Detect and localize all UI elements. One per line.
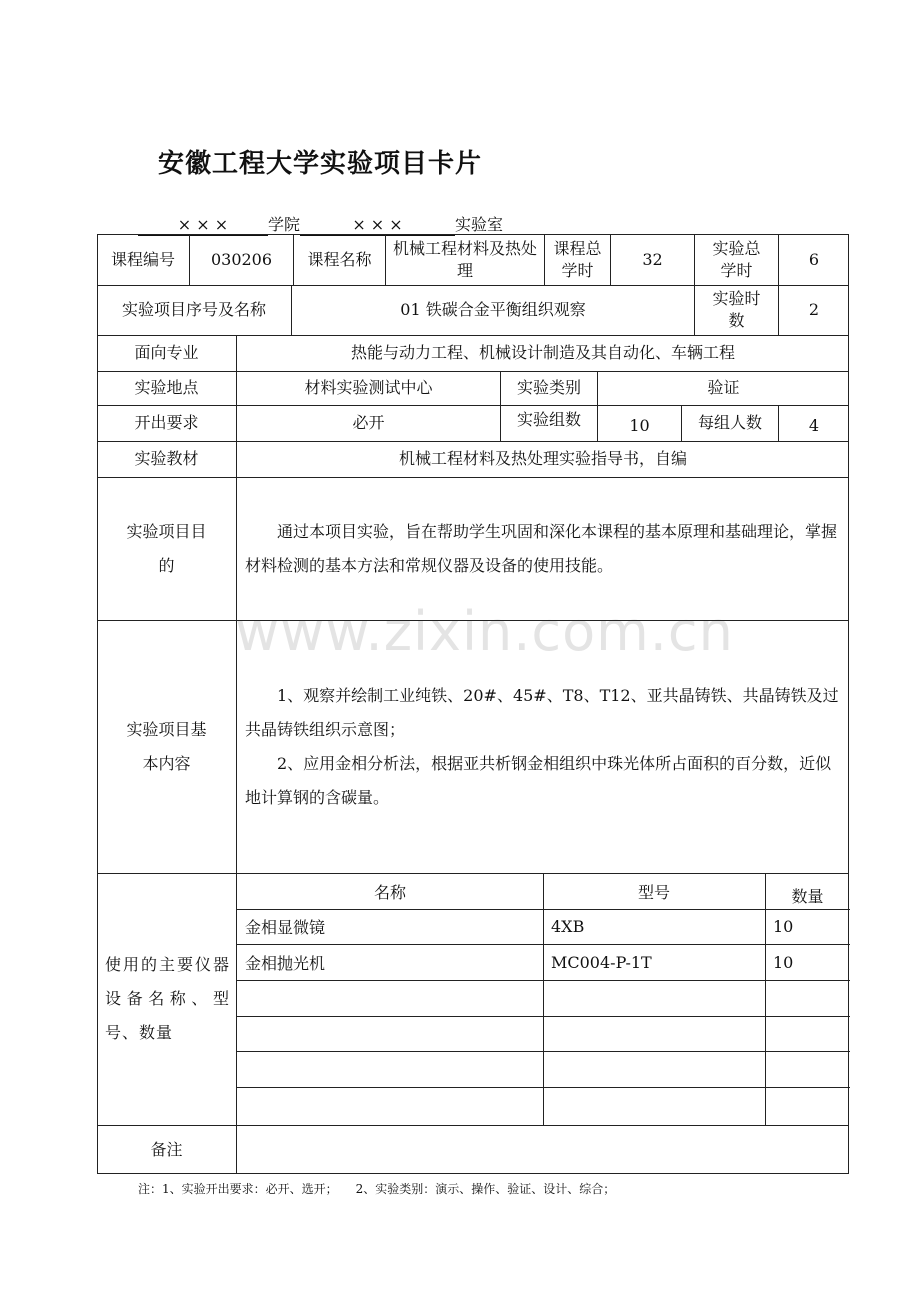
type-label: 实验类别: [500, 371, 597, 405]
textbook-value: 机械工程材料及热处理实验指导书，自编: [236, 441, 849, 477]
remarks-value: [236, 1125, 849, 1174]
equipment-header-name: 名称: [373, 882, 406, 902]
per-group-label: 每组人数: [681, 405, 778, 441]
purpose-text-cell: [236, 477, 849, 620]
equipment-row-2-model: MC004-P-1T: [551, 952, 652, 972]
content-row: [97, 620, 849, 873]
college-lab-line: [138, 212, 503, 236]
type-value: 验证: [597, 371, 849, 405]
groups-label: 实验组数: [500, 405, 597, 441]
course-code: 030206: [189, 234, 293, 285]
location-label: 实验地点: [134, 378, 199, 397]
project-hours: 2: [778, 285, 849, 335]
purpose-row: [97, 477, 849, 620]
watermark: www.zixin.com.cn: [235, 600, 734, 663]
content-item-2: 2、应用金相分析法，根据亚共析钢金相组织中珠光体所占面积的百分数，近似地计算钢的含碳量。: [245, 753, 832, 807]
remarks-label: 备注: [150, 1139, 183, 1159]
total-hours: 32: [610, 234, 694, 285]
textbook-label: 实验教材: [134, 449, 199, 468]
project-label: 实验项目序号及名称: [121, 300, 266, 319]
equipment-row-1-qty: 10: [773, 917, 794, 936]
total-hours-label: 课程总学时: [544, 234, 610, 285]
equipment-row-2-qty: 10: [773, 952, 794, 972]
equipment-row-1-name: 金相显微镜: [245, 918, 326, 937]
course-code-label: 课程编号: [110, 249, 175, 269]
equipment-header-qty: 数量: [791, 887, 824, 906]
exp-total-hours: 6: [778, 234, 849, 285]
project-row: [97, 285, 849, 335]
college-label: 学院: [268, 215, 301, 234]
equipment-table: [236, 873, 849, 1125]
equipment-row: [97, 873, 849, 1125]
textbook-row: [97, 441, 849, 477]
content-item-1: 1、观察并绘制工业纯铁、20#、45#、T8、T12、亚共晶铸铁、共晶铸铁及过共晶铸铁组织示意图；: [245, 685, 839, 739]
project-name: 01 铁碳合金平衡组织观察: [291, 285, 694, 335]
page-title: 安徽工程大学实验项目卡片: [158, 149, 483, 179]
exp-total-hours-label: 实验总学时: [694, 234, 778, 285]
footnote: 注：1、实验开出要求：必开、选开； 2、实验类别：演示、操作、验证、设计、综合；: [138, 1182, 616, 1196]
content-text-cell: [236, 620, 849, 873]
groups-value: 10: [597, 405, 681, 441]
purpose-label: 实验项目目的: [126, 521, 207, 575]
lab-label: 实验室: [455, 215, 504, 234]
project-hours-label: 实验时数: [694, 285, 778, 335]
equipment-header-model: 型号: [637, 882, 670, 902]
equipment-label: 使用的主要仪器设备名称、型号、数量: [105, 955, 230, 1042]
equipment-row-1-model: 4XB: [551, 917, 585, 936]
content-label: 实验项目基本内容: [126, 719, 207, 773]
equipment-row-2-name: 金相抛光机: [245, 953, 326, 973]
major-value: 热能与动力工程、机械设计制造及其自动化、车辆工程: [236, 335, 849, 371]
requirement-row: [97, 405, 849, 441]
major-row: [97, 335, 849, 371]
course-row: [97, 234, 849, 285]
requirement-value: 必开: [236, 405, 500, 441]
lab-value: × × ×: [300, 215, 455, 236]
location-value: 材料实验测试中心: [236, 371, 500, 405]
purpose-text: 通过本项目实验，旨在帮助学生巩固和深化本课程的基本原理和基础理论，掌握材料检测的基本方法和常规仪器及设备的使用技能。: [245, 521, 838, 575]
major-label: 面向专业: [134, 343, 199, 362]
course-name-label: 课程名称: [293, 234, 385, 285]
requirement-label: 开出要求: [134, 413, 199, 432]
remarks-row: [97, 1125, 849, 1174]
college-value: × × ×: [138, 215, 268, 236]
per-group-value: 4: [778, 405, 849, 441]
course-name: 机械工程材料及热处理: [385, 234, 544, 285]
location-row: [97, 371, 849, 405]
